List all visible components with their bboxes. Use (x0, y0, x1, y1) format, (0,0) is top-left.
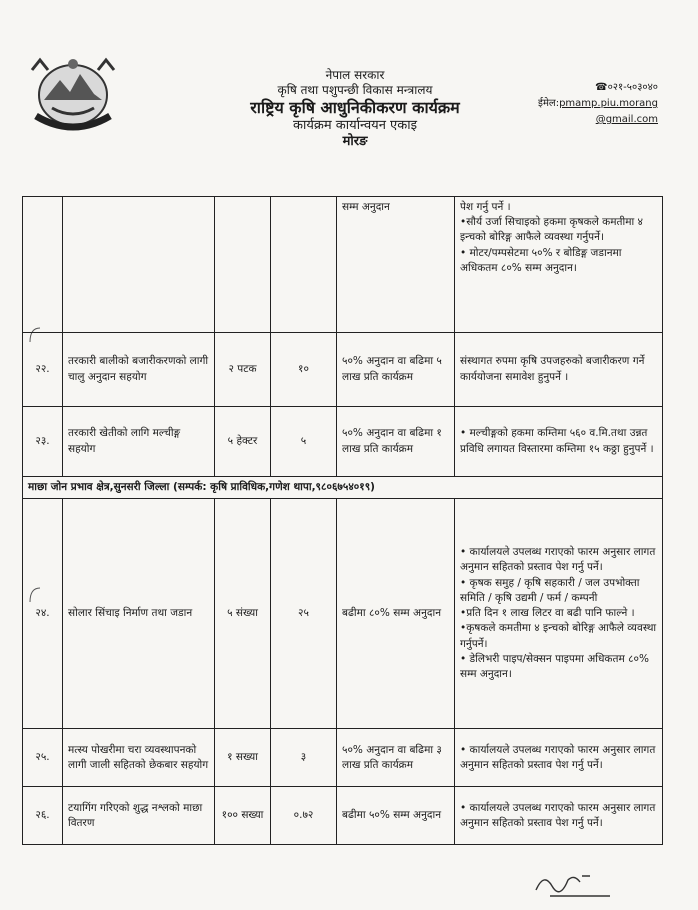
row-number: २५. (23, 729, 63, 787)
program-name: तरकारी बालीको बजारीकरणको लागी चालु अनुदान सहयोग (63, 333, 215, 407)
grant-terms: ५०% अनुदान वा बढिमा १ लाख प्रति कार्यक्रम (337, 407, 455, 477)
program-name: मत्स्य पोखरीमा चरा व्यवस्थापनको लागी जाली सहितको छेकबार सहयोग (63, 729, 215, 787)
conditions-cell (455, 333, 663, 407)
program-quantity: १० (271, 333, 337, 407)
program-unit: ५ संख्या (215, 499, 271, 729)
unit-title: कार्यक्रम कार्यान्वयन एकाइ (293, 118, 417, 133)
signature-mark (530, 862, 620, 902)
row-number (23, 197, 63, 333)
condition-item: • डेलिभरी पाइप/सेक्सन पाइपमा अधिकतम ८०% सम्म अनुदान। (460, 652, 649, 680)
grant-terms: ५०% अनुदान वा बढिमा ३ लाख प्रति कार्यक्रम (337, 729, 455, 787)
nepal-emblem-icon (22, 50, 124, 136)
condition-item: • कार्यालयले उपलब्ध गराएको फारम अनुसार लागत अनुमान सहितको प्रस्ताव पेश गर्नु पर्ने। (460, 546, 656, 574)
letterhead (0, 0, 698, 190)
row-number: २४. (23, 499, 63, 729)
program-quantity: २५ (271, 499, 337, 729)
condition-item: •प्रति दिन १ लाख लिटर वा बढी पानि फाल्ने । (460, 607, 635, 620)
grant-terms: बढीमा ५०% सम्म अनुदान (337, 787, 455, 845)
row-number: २६. (23, 787, 63, 845)
program-title: राष्ट्रिय कृषि आधुनिकीकरण कार्यक्रम (250, 98, 460, 117)
program-unit: ५ हेक्टर (215, 407, 271, 477)
government-title: नेपाल सरकार (325, 68, 385, 82)
condition-item: • मोटर/पम्पसेटमा ५०% र बोडिङ्ग जडानमा अधिकतम ८०% सम्म अनुदान। (460, 246, 622, 274)
program-quantity (271, 197, 337, 333)
program-quantity: ५ (271, 407, 337, 477)
conditions-cell (455, 197, 663, 333)
condition-item: • कृषक समुह / कृषि सहकारी / जल उपभोक्ता समिति / कृषि उद्यमी / फर्म / कम्पनी (460, 576, 640, 604)
condition-item: •कृषकले कमतीमा ४ इन्चको बोरिङ्ग आफैले व्यवस्था गर्नुपर्ने। (460, 622, 657, 650)
program-name: सोलार सिंचाइ निर्माण तथा जडान (63, 499, 215, 729)
table-row (23, 729, 663, 787)
program-unit: १ सख्या (215, 729, 271, 787)
program-name: तरकारी खेतीको लागि मल्चीङ्ग सहयोग (63, 407, 215, 477)
condition-item: • मल्चीङ्गको हकमा कम्तिमा ५६० व.मि.तथा उन्नत प्रविधि लगायत विस्तारमा कम्तिमा १५ कठ्ठा हुनुपर्ने । (460, 427, 654, 455)
condition-item: पेश गर्नु पर्ने । (460, 201, 511, 213)
email-address: pmamp.piu.morang @gmail.com (559, 98, 658, 125)
row-number: २२. (23, 333, 63, 407)
email-line (478, 96, 658, 128)
program-name: टयागिंग गरिएको शुद्ध नश्लको माछा वितरण (63, 787, 215, 845)
table-row (23, 197, 663, 333)
condition-item: •सौर्य उर्जा सिचाइको हकमा कृषकले कमतीमा ४ इन्चको बोरिङ्ग आफैले व्यवस्था गर्नुपर्ने। (460, 216, 643, 244)
contact-block (478, 80, 658, 128)
office-title-block (205, 68, 505, 151)
conditions-cell (455, 729, 663, 787)
conditions-cell (455, 499, 663, 729)
row-number: २३. (23, 407, 63, 477)
grant-terms: ५०% अनुदान वा बढिमा ५ लाख प्रति कार्यक्रम (337, 333, 455, 407)
program-unit (215, 197, 271, 333)
phone-number: ☎०२१-५०३०४० (595, 82, 658, 93)
program-quantity: ३ (271, 729, 337, 787)
ministry-title: कृषि तथा पशुपन्छी विकास मन्त्रालय (277, 83, 433, 97)
conditions-cell (455, 407, 663, 477)
program-unit: २ पटक (215, 333, 271, 407)
table-row (23, 333, 663, 407)
table-row (23, 787, 663, 845)
table-row (23, 407, 663, 477)
program-name (63, 197, 215, 333)
conditions-cell (455, 787, 663, 845)
grant-terms: सम्म अनुदान (337, 197, 455, 333)
district-title: मोरङ (342, 134, 368, 150)
grant-terms: बढीमा ८०% सम्म अनुदान (337, 499, 455, 729)
section-heading: माछा जोन प्रभाव क्षेत्र,सुनसरी जिल्ला (सम्पर्क: कृषि प्राविधिक,गणेश थापा,९८०६७५४०१९) (23, 477, 663, 499)
program-unit: १०० सख्या (215, 787, 271, 845)
condition-item: • कार्यालयले उपलब्ध गराएको फारम अनुसार लागत अनुमान सहितको प्रस्ताव पेश गर्नु पर्ने। (460, 801, 656, 829)
section-heading-row (23, 477, 663, 499)
condition-item: • कार्यालयले उपलब्ध गराएको फारम अनुसार लागत अनुमान सहितको प्रस्ताव पेश गर्नु पर्ने। (460, 743, 656, 771)
condition-item: संस्थागत रुपमा कृषि उपजहरुको बजारीकरण गर्ने कार्ययोजना समावेश हुनुपर्ने । (460, 355, 645, 383)
email-label: ईमेल: (538, 98, 560, 109)
subsidy-table (22, 196, 663, 845)
table-row (23, 499, 663, 729)
program-quantity: ०.७२ (271, 787, 337, 845)
